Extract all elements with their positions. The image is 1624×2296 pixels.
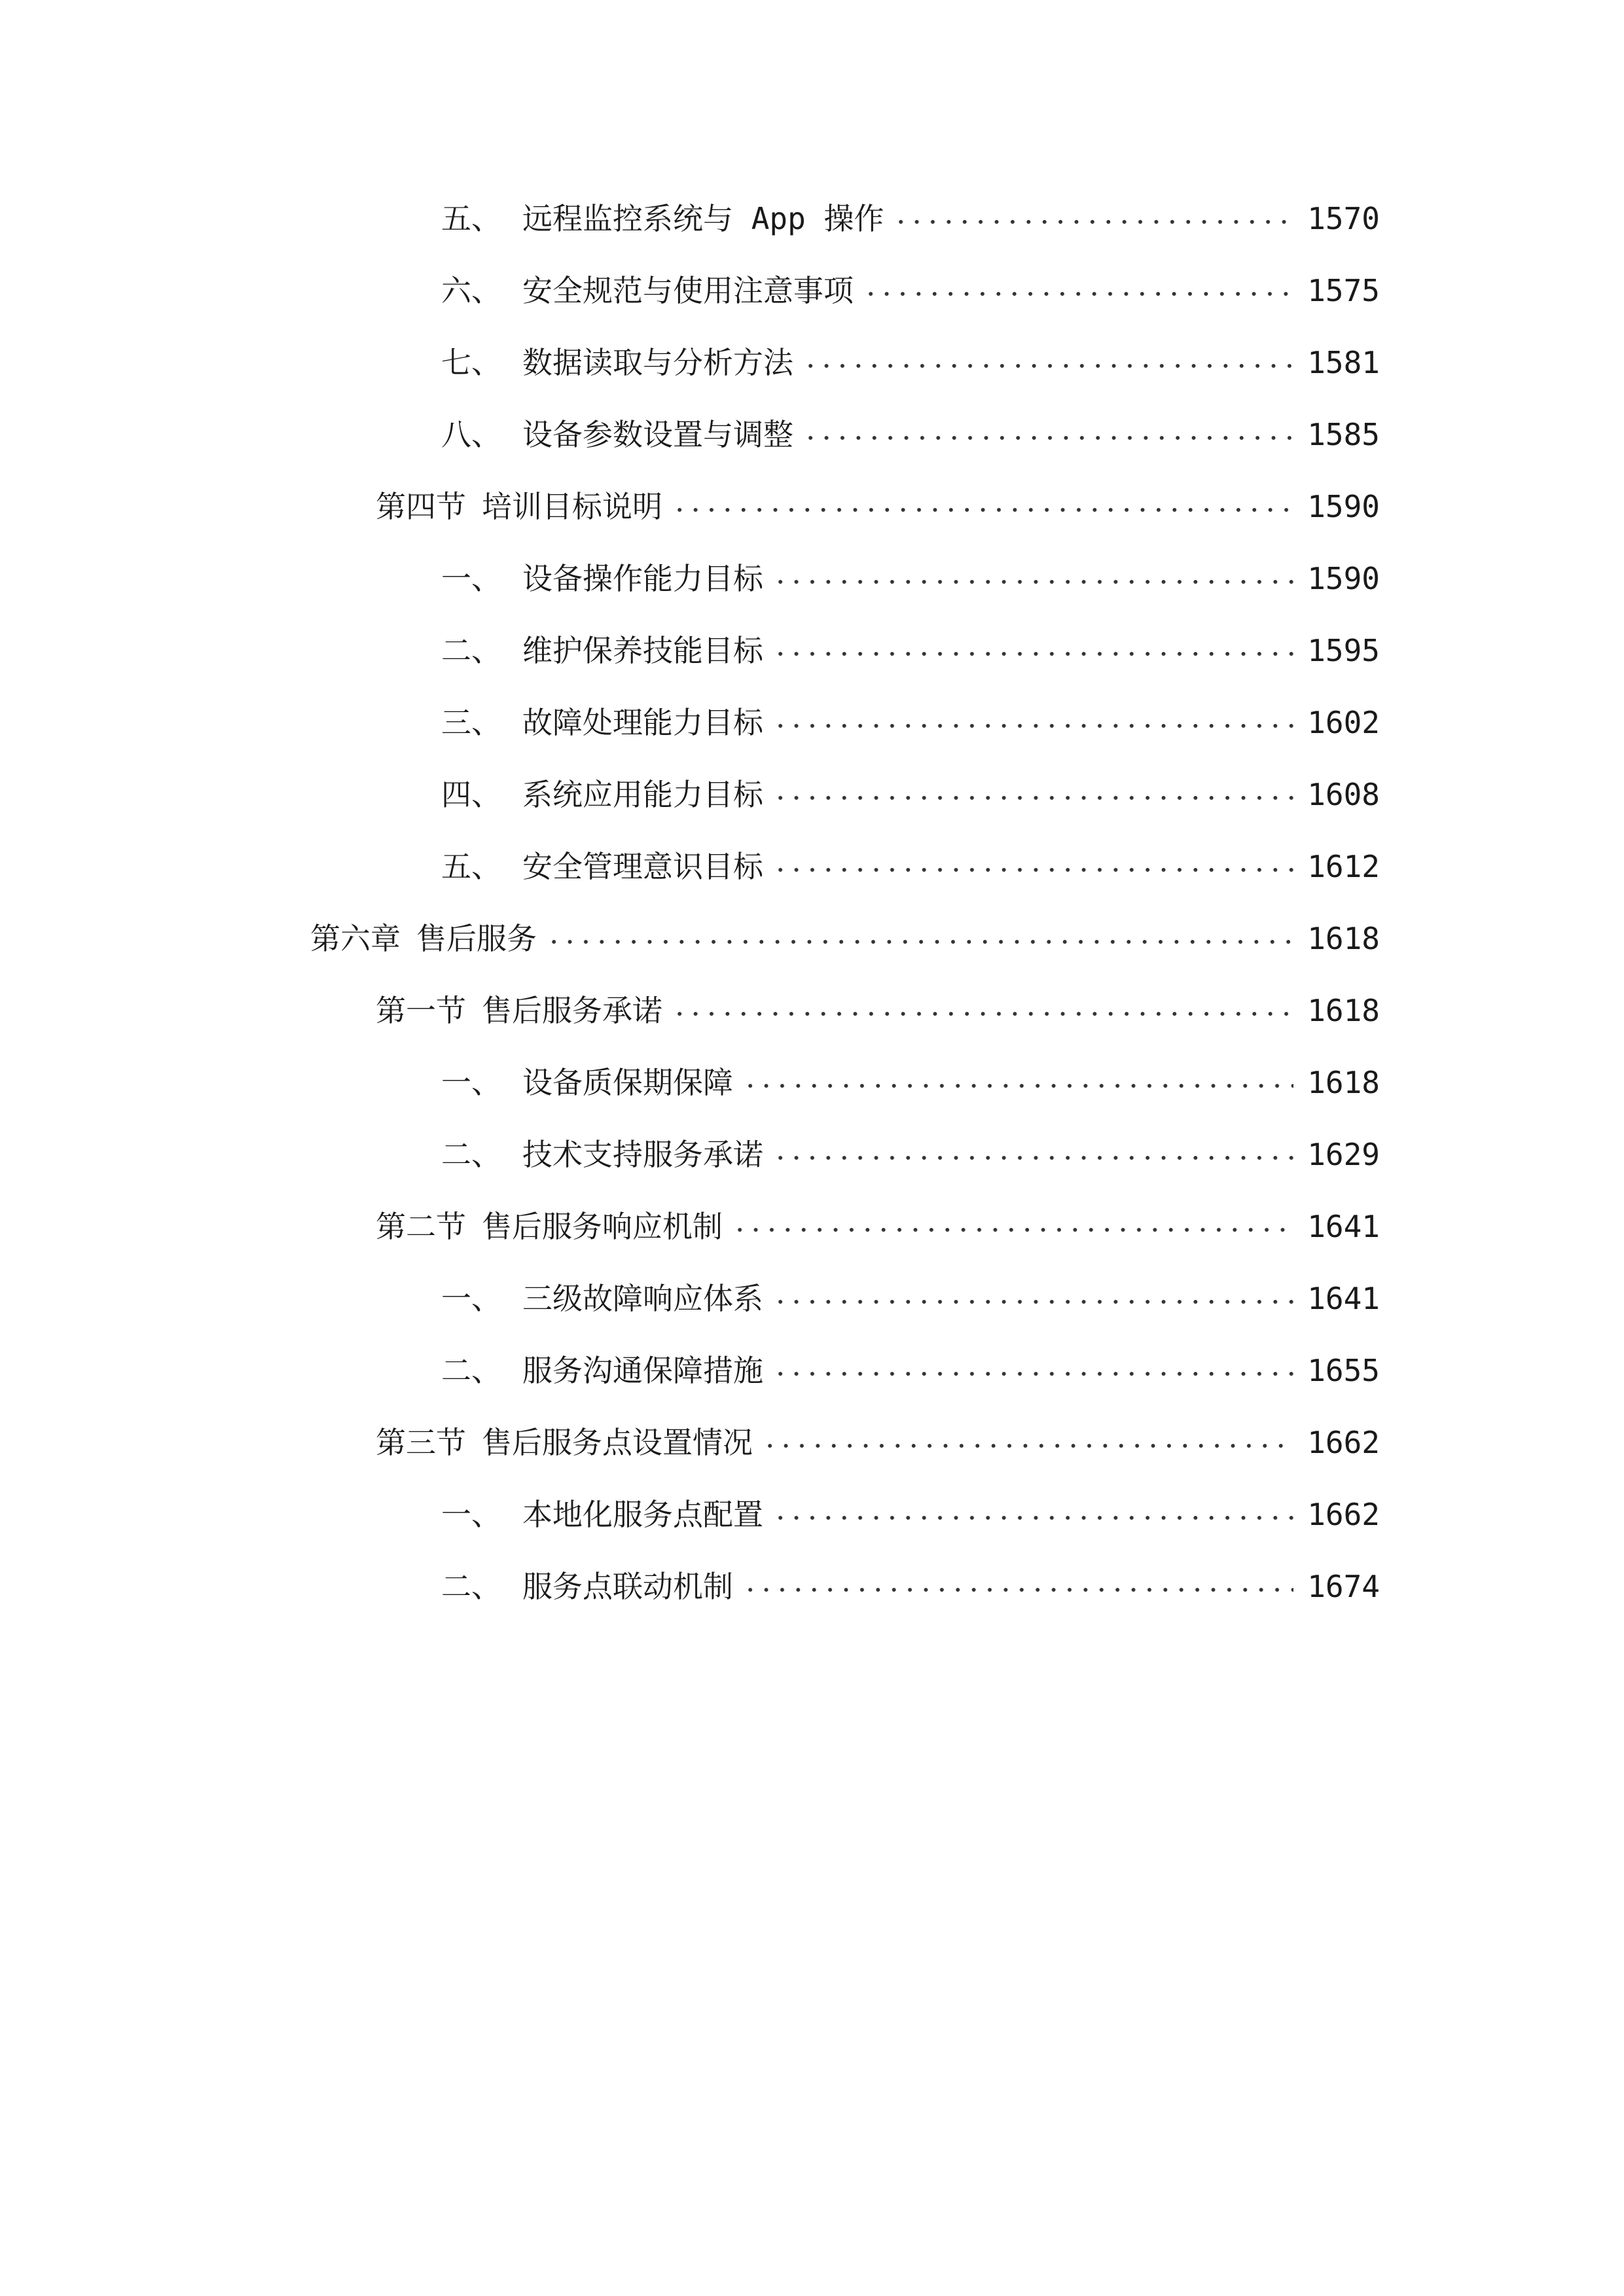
dot-leader [742,1056,1293,1109]
toc-entry[interactable] [441,840,1380,893]
dot-leader [772,1272,1293,1325]
toc-entry-page: 1575 [1307,273,1380,308]
toc-entry-title: 设备参数设置与调整 [522,417,793,452]
toc-entry-title: 售后服务响应机制 [482,1209,723,1244]
dot-leader [762,1416,1293,1469]
toc-entry-number: 第一节 [376,993,466,1028]
toc-entry-title: 技术支持服务承诺 [522,1137,763,1172]
toc-entry-title: 服务点联动机制 [522,1569,733,1604]
toc-entry-number: 第六章 [310,921,401,956]
toc-entry-number: 六、 [441,273,501,308]
toc-entry-title: 远程监控系统与 App 操作 [522,201,884,236]
toc-entry-title: 维护保养技能目标 [522,633,763,668]
toc-entry[interactable] [441,1128,1380,1181]
toc-entry-title: 数据读取与分析方法 [522,345,793,380]
toc-entry-number: 一、 [441,561,501,596]
toc-entry-number: 第二节 [376,1209,466,1244]
toc-entry[interactable] [441,552,1380,605]
toc-entry-page: 1602 [1307,705,1380,740]
toc-entry-number: 八、 [441,417,501,452]
toc-entry-title: 设备质保期保障 [522,1065,733,1100]
toc-entry-page: 1618 [1307,1065,1380,1100]
toc-entry-number: 七、 [441,345,501,380]
toc-entry-title: 培训目标说明 [482,489,662,524]
toc-entry-title: 安全规范与使用注意事项 [522,273,854,308]
toc-entry-page: 1590 [1307,561,1380,596]
toc-entry-number: 二、 [441,633,501,668]
toc-entry-number: 三、 [441,705,501,740]
toc-entry-page: 1590 [1307,489,1380,524]
dot-leader [742,1560,1293,1613]
dot-leader [863,264,1293,317]
toc-entry[interactable] [441,1056,1380,1109]
toc-entry-page: 1674 [1307,1569,1380,1604]
toc-entry-title: 本地化服务点配置 [522,1497,763,1532]
dot-leader [772,696,1293,749]
toc-entry-number: 一、 [441,1497,501,1532]
toc-entry-page: 1608 [1307,777,1380,812]
toc-entry-title: 故障处理能力目标 [522,705,763,740]
toc-entry-title: 系统应用能力目标 [522,777,763,812]
toc-entry-number: 一、 [441,1065,501,1100]
toc-entry-title: 三级故障响应体系 [522,1281,763,1316]
dot-leader [772,1128,1293,1181]
toc-entry[interactable] [376,1200,1380,1253]
toc-entry-page: 1618 [1307,993,1380,1028]
toc-entry-page: 1662 [1307,1425,1380,1460]
dot-leader [732,1200,1293,1253]
dot-leader [803,408,1293,461]
toc-entry[interactable] [441,336,1380,389]
toc-entry-title: 售后服务点设置情况 [482,1425,753,1460]
dot-leader [893,192,1293,245]
dot-leader [772,624,1293,677]
toc-entry-title: 安全管理意识目标 [522,849,763,884]
dot-leader [772,552,1293,605]
toc-entry-page: 1629 [1307,1137,1380,1172]
toc-entry[interactable] [441,624,1380,677]
toc-entry-page: 1655 [1307,1353,1380,1388]
toc-entry[interactable] [441,1488,1380,1541]
toc-entry-number: 五、 [441,201,501,236]
toc-entry[interactable] [441,264,1380,317]
toc-entry[interactable] [376,984,1380,1037]
toc-entry[interactable] [441,768,1380,821]
toc-entry[interactable] [441,408,1380,461]
dot-leader [772,768,1293,821]
toc-entry[interactable] [310,912,1380,965]
toc-entry-title: 设备操作能力目标 [522,561,763,596]
toc-entry-number: 五、 [441,849,501,884]
toc-entry-page: 1581 [1307,345,1380,380]
dot-leader [672,480,1293,533]
dot-leader [772,1488,1293,1541]
toc-entry-title: 售后服务承诺 [482,993,662,1028]
toc-entry-title: 售后服务 [416,921,537,956]
toc-entry-number: 一、 [441,1281,501,1316]
toc-entry-page: 1570 [1307,201,1380,236]
toc-entry[interactable] [441,1344,1380,1397]
toc-entry-number: 二、 [441,1137,501,1172]
dot-leader [546,912,1293,965]
toc-entry[interactable] [376,1416,1380,1469]
toc-entry-number: 第四节 [376,489,466,524]
toc-entry[interactable] [441,696,1380,749]
toc-entry-page: 1595 [1307,633,1380,668]
dot-leader [772,840,1293,893]
toc-entry-number: 第三节 [376,1425,466,1460]
toc-entry[interactable] [441,1272,1380,1325]
toc-entry-page: 1641 [1307,1209,1380,1244]
dot-leader [672,984,1293,1037]
toc-entry[interactable] [441,192,1380,245]
toc-entry-number: 二、 [441,1569,501,1604]
toc-entry-number: 二、 [441,1353,501,1388]
toc-entry-page: 1585 [1307,417,1380,452]
toc-entry-number: 四、 [441,777,501,812]
toc-entry-title: 服务沟通保障措施 [522,1353,763,1388]
toc-entry[interactable] [441,1560,1380,1613]
dot-leader [803,336,1293,389]
toc-entry[interactable] [376,480,1380,533]
toc-entry-page: 1612 [1307,849,1380,884]
dot-leader [772,1344,1293,1397]
toc-entry-page: 1662 [1307,1497,1380,1532]
toc-entry-page: 1641 [1307,1281,1380,1316]
toc-entry-page: 1618 [1307,921,1380,956]
